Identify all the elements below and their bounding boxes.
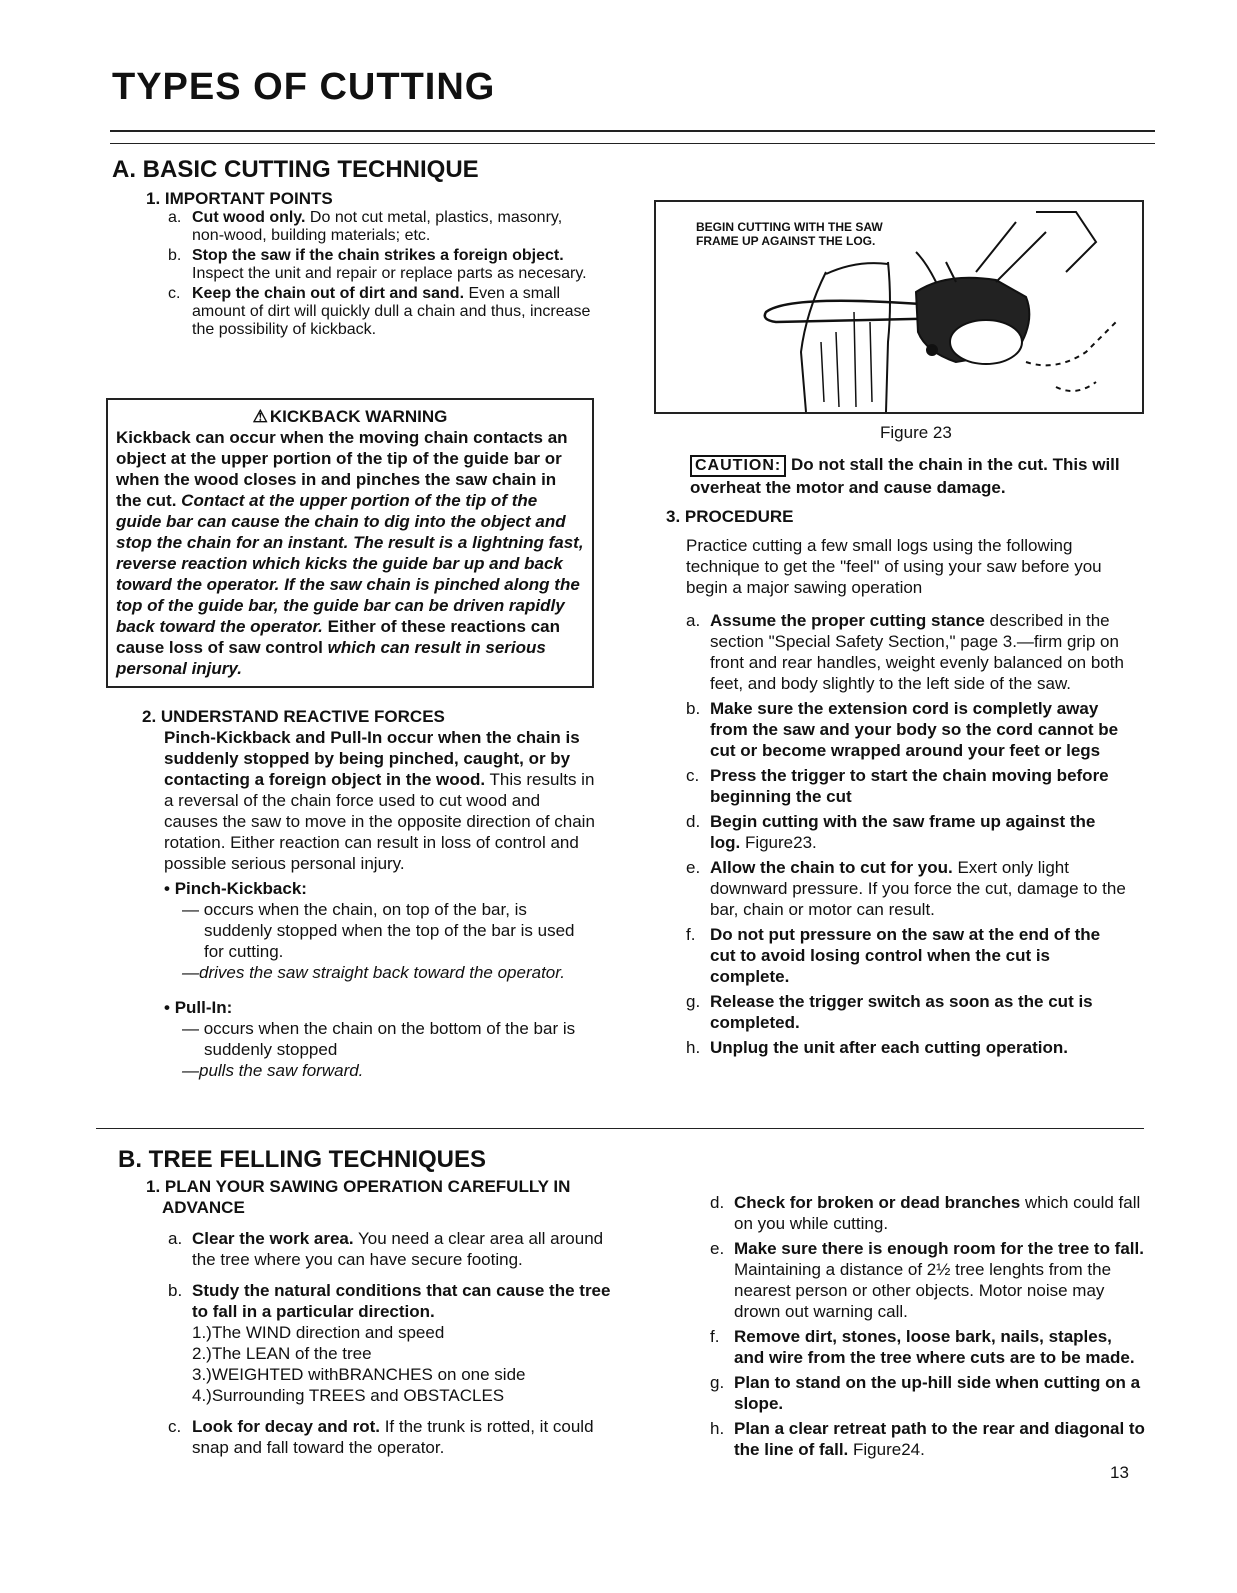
list-item (686, 1037, 1126, 1058)
item-body: Keep the chain out of dirt and sand. Even a small amount of dirt will quickly dull a chain and thus, increase the possibility of kickback. (192, 285, 591, 338)
item-body: Plan to stand on the up-hill side when cutting on a slope. (734, 1373, 1141, 1413)
item-body: Do not put pressure on the saw at the end of the cut to avoid losing control when the cut is complete. (710, 925, 1101, 986)
item-body: Press the trigger to start the chain moving before beginning the cut (710, 766, 1109, 806)
list-item (710, 1326, 1146, 1368)
item-letter: b. (168, 1281, 183, 1300)
condition-item: 1.)The WIND direction and speed (192, 1323, 445, 1342)
item-letter: h. (710, 1419, 725, 1438)
page-title: TYPES OF CUTTING (112, 66, 496, 108)
item-letter: h. (686, 1038, 701, 1057)
section-b-heading: B. TREE FELLING TECHNIQUES (118, 1146, 487, 1173)
item-body: Assume the proper cutting stance described in the section "Special Safety Section," page 3.—firm grip on front and rear handles, weight evenly balanced on both feet, and body slightly to the left side of the saw. (710, 611, 1124, 693)
procedure-intro: Practice cutting a few small logs using the following technique to get the "feel" of using your saw before you begin a major sawing operation (686, 536, 1102, 597)
item-body: Clear the work area. You need a clear area all around the tree where you can have secure footing. (192, 1229, 604, 1269)
item-letter: c. (168, 285, 181, 302)
item-letter: e. (710, 1239, 725, 1258)
condition-item: 4.)Surrounding TREES and OBSTACLES (192, 1386, 505, 1405)
section-a-heading: A. BASIC CUTTING TECHNIQUE (112, 156, 479, 183)
item-body: Check for broken or dead branches which could fall on you while cutting. (734, 1193, 1141, 1233)
caution-tag: CAUTION: (690, 455, 786, 477)
pinch-kickback-line-2: —drives the saw straight back toward the operator. (182, 963, 565, 982)
procedure-list (686, 610, 1126, 1058)
item-letter: a. (168, 209, 182, 226)
item-body: Stop the saw if the chain strikes a foreign object. Inspect the unit and repair or replace parts as necesary. (192, 247, 587, 282)
list-item (168, 1416, 614, 1458)
procedure (666, 506, 1126, 1058)
arm-outline (976, 212, 1096, 282)
felling-left-list (168, 1228, 614, 1458)
item-body: Look for decay and rot. If the trunk is rotted, it could snap and fall toward the operator. (192, 1417, 594, 1457)
top-rule-1 (110, 130, 1155, 132)
pull-in-heading: • Pull-In: (164, 998, 233, 1017)
item-letter: g. (710, 1373, 725, 1392)
figure-23-box (654, 200, 1144, 414)
item-body: Begin cutting with the saw frame up against the log. Figure23. (710, 812, 1096, 852)
section-divider (96, 1128, 1144, 1129)
item-body: Unplug the unit after each cutting operation. (710, 1038, 1068, 1057)
list-item (686, 765, 1126, 807)
kickback-warning-text: Kickback can occur when the moving chain contacts an object at the upper portion of the tip of the guide bar or when the wood closes in and pinches the saw chain in the cut. Contact at the upper portion of the tip of the guide bar can cause the chain to dig into the object and stop the chain for an instant. The result is a lightning fast, reverse reaction which kicks the guide bar up and back toward the operator. If the saw chain is pinched along the top of the guide bar, the guide bar can be driven rapidly back toward the operator. Either of these reactions can cause loss of saw control which can result in serious personal injury. (116, 428, 584, 678)
list-item (710, 1192, 1146, 1234)
conditions-list (192, 1322, 614, 1406)
item-letter: d. (710, 1193, 725, 1212)
list-item (710, 1372, 1146, 1414)
item-body: Make sure there is enough room for the tree to fall. Maintaining a distance of 2½ tree lenghts from the nearest person or other objects. Motor noise may drown out warning call. (734, 1239, 1144, 1321)
tree-felling-plan (146, 1176, 614, 1458)
felling-right-list (710, 1192, 1146, 1460)
list-item (710, 1418, 1146, 1460)
pull-in (164, 997, 598, 1081)
item-letter: e. (686, 858, 701, 877)
reactive-forces-lead: Pinch-Kickback and Pull-In occur when the chain is suddenly stopped by being pinched, caught, or by contacting a foreign object in the wood. This results in a reversal of the chain force used to cut wood and causes the saw to move in the opposite direction of chain rotation. Either reaction can result in loss of control and possible serious personal injury. (164, 728, 595, 873)
important-points-list (168, 209, 598, 339)
top-rule-2 (110, 143, 1155, 144)
list-item (710, 1238, 1146, 1322)
list-item (686, 811, 1126, 853)
item-letter: c. (168, 1417, 182, 1436)
list-item (686, 698, 1126, 761)
warning-triangle-icon: ⚠ (252, 407, 268, 426)
condition-item: 3.)WEIGHTED withBRANCHES on one side (192, 1365, 526, 1384)
log-outline-left (801, 262, 890, 412)
item-body: Make sure the extension cord is completly away from the saw and your body so the cord cannot be cut or become wrapped around your feet or legs (710, 699, 1119, 760)
pull-in-line-2: —pulls the saw forward. (182, 1061, 364, 1080)
reactive-forces-heading: 2. UNDERSTAND REACTIVE FORCES (142, 707, 445, 726)
kickback-warning-box (106, 398, 594, 688)
procedure-heading: 3. PROCEDURE (666, 507, 794, 526)
item-letter: a. (686, 611, 701, 630)
item-body: Release the trigger switch as soon as the cut is completed. (710, 992, 1093, 1032)
list-item (686, 924, 1126, 987)
list-item (168, 247, 598, 283)
list-item (168, 285, 598, 339)
kickback-warning-heading: ⚠ KICKBACK WARNING (252, 407, 448, 426)
item-letter: c. (686, 766, 700, 785)
item-body: Plan a clear retreat path to the rear and diagonal to the line of fall. Figure24. (734, 1419, 1145, 1459)
condition-item: 2.)The LEAN of the tree (192, 1344, 372, 1363)
item-letter: b. (686, 699, 701, 718)
list-item (686, 857, 1126, 920)
plan-heading: 1. PLAN YOUR SAWING OPERATION CAREFULLY IN ADVANCE (146, 1177, 571, 1217)
pinch-kickback (164, 878, 598, 983)
page-number: 13 (1110, 1463, 1129, 1482)
item-body: Study the natural conditions that can cause the tree to fall in a particular direction. 1.)The WIND direction and speed 2.)The LEAN of the tree 3.)WEIGHTED withBRANCHES on one side 4.)Surrounding TREES and OBSTACLES (192, 1280, 614, 1406)
item-body: Allow the chain to cut for you. Exert only light downward pressure. If you force the cut, damage to the bar, chain or motor can result. (710, 858, 1126, 919)
item-letter: a. (168, 1229, 183, 1248)
pull-in-line-1: — occurs when the chain on the bottom of the bar is suddenly stopped (182, 1019, 576, 1059)
list-item (686, 991, 1126, 1033)
felling-right-column (710, 1192, 1146, 1460)
list-item (686, 610, 1126, 694)
figure-23-label: BEGIN CUTTING WITH THE SAW FRAME UP AGAINST THE LOG. (696, 220, 883, 248)
item-letter: d. (686, 812, 701, 831)
list-item (168, 1228, 614, 1270)
item-letter: f. (686, 925, 696, 944)
important-points (146, 188, 598, 339)
caution-note: CAUTION: Do not stall the chain in the cut. This will overheat the motor and cause damage. (690, 455, 1120, 497)
item-letter: g. (686, 992, 701, 1011)
figure-23-caption: Figure 23 (880, 423, 952, 442)
pinch-kickback-line-1: — occurs when the chain, on top of the bar, is suddenly stopped when the top of the bar is used for cutting. (182, 900, 575, 961)
item-body: Cut wood only. Do not cut metal, plastics, masonry, non-wood, building materials; etc. (192, 209, 563, 244)
reactive-forces (142, 706, 598, 1081)
item-letter: b. (168, 247, 182, 264)
chainsaw-cutting-illustration (656, 202, 1142, 412)
pinch-kickback-heading: • Pinch-Kickback: (164, 879, 307, 898)
item-body: Remove dirt, stones, loose bark, nails, staples, and wire from the tree where cuts are to be made. (734, 1327, 1135, 1367)
item-letter: f. (710, 1327, 720, 1346)
list-item (168, 1280, 614, 1406)
important-points-heading: 1. IMPORTANT POINTS (146, 189, 333, 208)
list-item (168, 209, 598, 245)
